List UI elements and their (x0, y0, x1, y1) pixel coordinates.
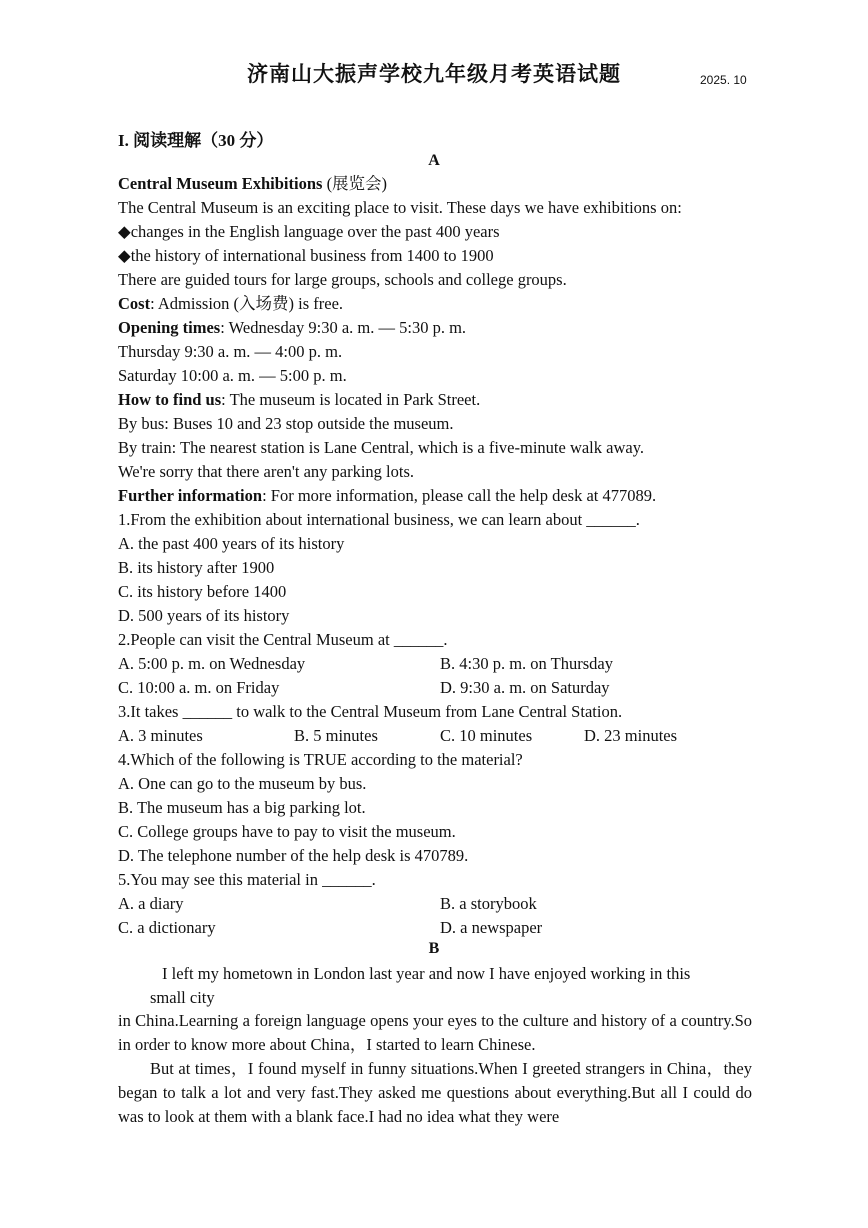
q1-option-b: B. its history after 1900 (118, 558, 275, 577)
q3-options-row (118, 725, 678, 747)
opening-line (118, 317, 466, 339)
cost-line (118, 293, 343, 315)
q4-option-d: D. The telephone number of the help desk is 470789. (118, 846, 469, 865)
heading-rest: (展览会) (322, 174, 388, 193)
q1-option-c: C. its history before 1400 (118, 582, 287, 601)
passage-b-line-1: I left my hometown in London last year and now I have enjoyed working in this (162, 964, 691, 983)
passage-a-heading (118, 173, 387, 195)
q4-option-a: A. One can go to the museum by bus. (118, 774, 367, 793)
q1-option-d: D. 500 years of its history (118, 606, 290, 625)
q2-options-row-1 (118, 653, 613, 675)
intro-line: The Central Museum is an exciting place to visit. These days we have exhibitions on: (118, 198, 682, 217)
exam-date: 2025. 10 (700, 73, 747, 87)
passage-b-line-2: small city (150, 988, 215, 1007)
q2-option-d: D. 9:30 a. m. on Saturday (440, 678, 610, 697)
opening-text: : Wednesday 9:30 a. m. — 5:30 p. m. (220, 318, 467, 337)
passage-b-para-2: But at times，I found myself in funny situations.When I greeted strangers in China，they began to talk a lot and very fast.They asked me questions about everything.But all I could do was to look at them with a blank face.I had no idea what they were (118, 1059, 752, 1126)
passage-b-label: B (428, 940, 440, 957)
question-4: 4.Which of the following is TRUE according to the material? (118, 750, 523, 769)
saturday-line: Saturday 10:00 a. m. — 5:00 p. m. (118, 366, 347, 385)
exam-title: 济南山大振声学校九年级月考英语试题 (247, 62, 621, 86)
heading-bold: Central Museum Exhibitions (118, 174, 323, 193)
bullet-2: ◆the history of international business from 1400 to 1900 (118, 246, 494, 265)
parking-line: We're sorry that there aren't any parking lots. (118, 462, 415, 481)
q5-option-b: B. a storybook (440, 894, 537, 913)
bullet-1: ◆changes in the English language over the past 400 years (118, 222, 500, 241)
bus-line: By bus: Buses 10 and 23 stop outside the museum. (118, 414, 454, 433)
further-label: Further information (118, 486, 263, 505)
question-2: 2.People can visit the Central Museum at ______. (118, 630, 448, 649)
cost-text: : Admission (入场费) is free. (150, 294, 344, 313)
find-text: : The museum is located in Park Street. (221, 390, 481, 409)
question-3: 3.It takes ______ to walk to the Central Museum from Lane Central Station. (118, 702, 623, 721)
q4-option-b: B. The museum has a big parking lot. (118, 798, 366, 817)
tours-line: There are guided tours for large groups, schools and college groups. (118, 270, 567, 289)
find-label: How to find us (118, 390, 222, 409)
q2-options-row-2 (118, 677, 610, 699)
find-line (118, 389, 480, 411)
q4-option-c: C. College groups have to pay to visit the museum. (118, 822, 456, 841)
q3-option-c: C. 10 minutes (440, 726, 533, 745)
q5-option-a: A. a diary (118, 894, 184, 913)
q2-option-c: C. 10:00 a. m. on Friday (118, 678, 280, 697)
q3-option-b: B. 5 minutes (294, 726, 378, 745)
q5-options-row-1 (118, 893, 537, 915)
question-1: 1.From the exhibition about international business, we can learn about ______. (118, 510, 640, 529)
passage-a-label: A (428, 152, 440, 169)
q3-option-a: A. 3 minutes (118, 726, 203, 745)
q2-option-a: A. 5:00 p. m. on Wednesday (118, 654, 306, 673)
further-line (118, 485, 656, 507)
q3-option-d: D. 23 minutes (584, 726, 678, 745)
section-heading: I. 阅读理解（30 分） (118, 131, 274, 150)
q5-options-row-2 (118, 917, 543, 939)
q2-option-b: B. 4:30 p. m. on Thursday (440, 654, 613, 673)
q5-option-d: D. a newspaper (440, 918, 543, 937)
further-text: : For more information, please call the help desk at 477089. (262, 486, 657, 505)
thursday-line: Thursday 9:30 a. m. — 4:00 p. m. (118, 342, 343, 361)
q1-option-a: A. the past 400 years of its history (118, 534, 345, 553)
train-line: By train: The nearest station is Lane Central, which is a five-minute walk away. (118, 438, 645, 457)
cost-label: Cost (118, 294, 151, 313)
q5-option-c: C. a dictionary (118, 918, 216, 937)
opening-label: Opening times (118, 318, 221, 337)
question-5: 5.You may see this material in ______. (118, 870, 376, 889)
passage-b-para-1: in China.Learning a foreign language opens your eyes to the culture and history of a country.So in order to know more about China，I started to learn Chinese. (118, 1011, 752, 1054)
